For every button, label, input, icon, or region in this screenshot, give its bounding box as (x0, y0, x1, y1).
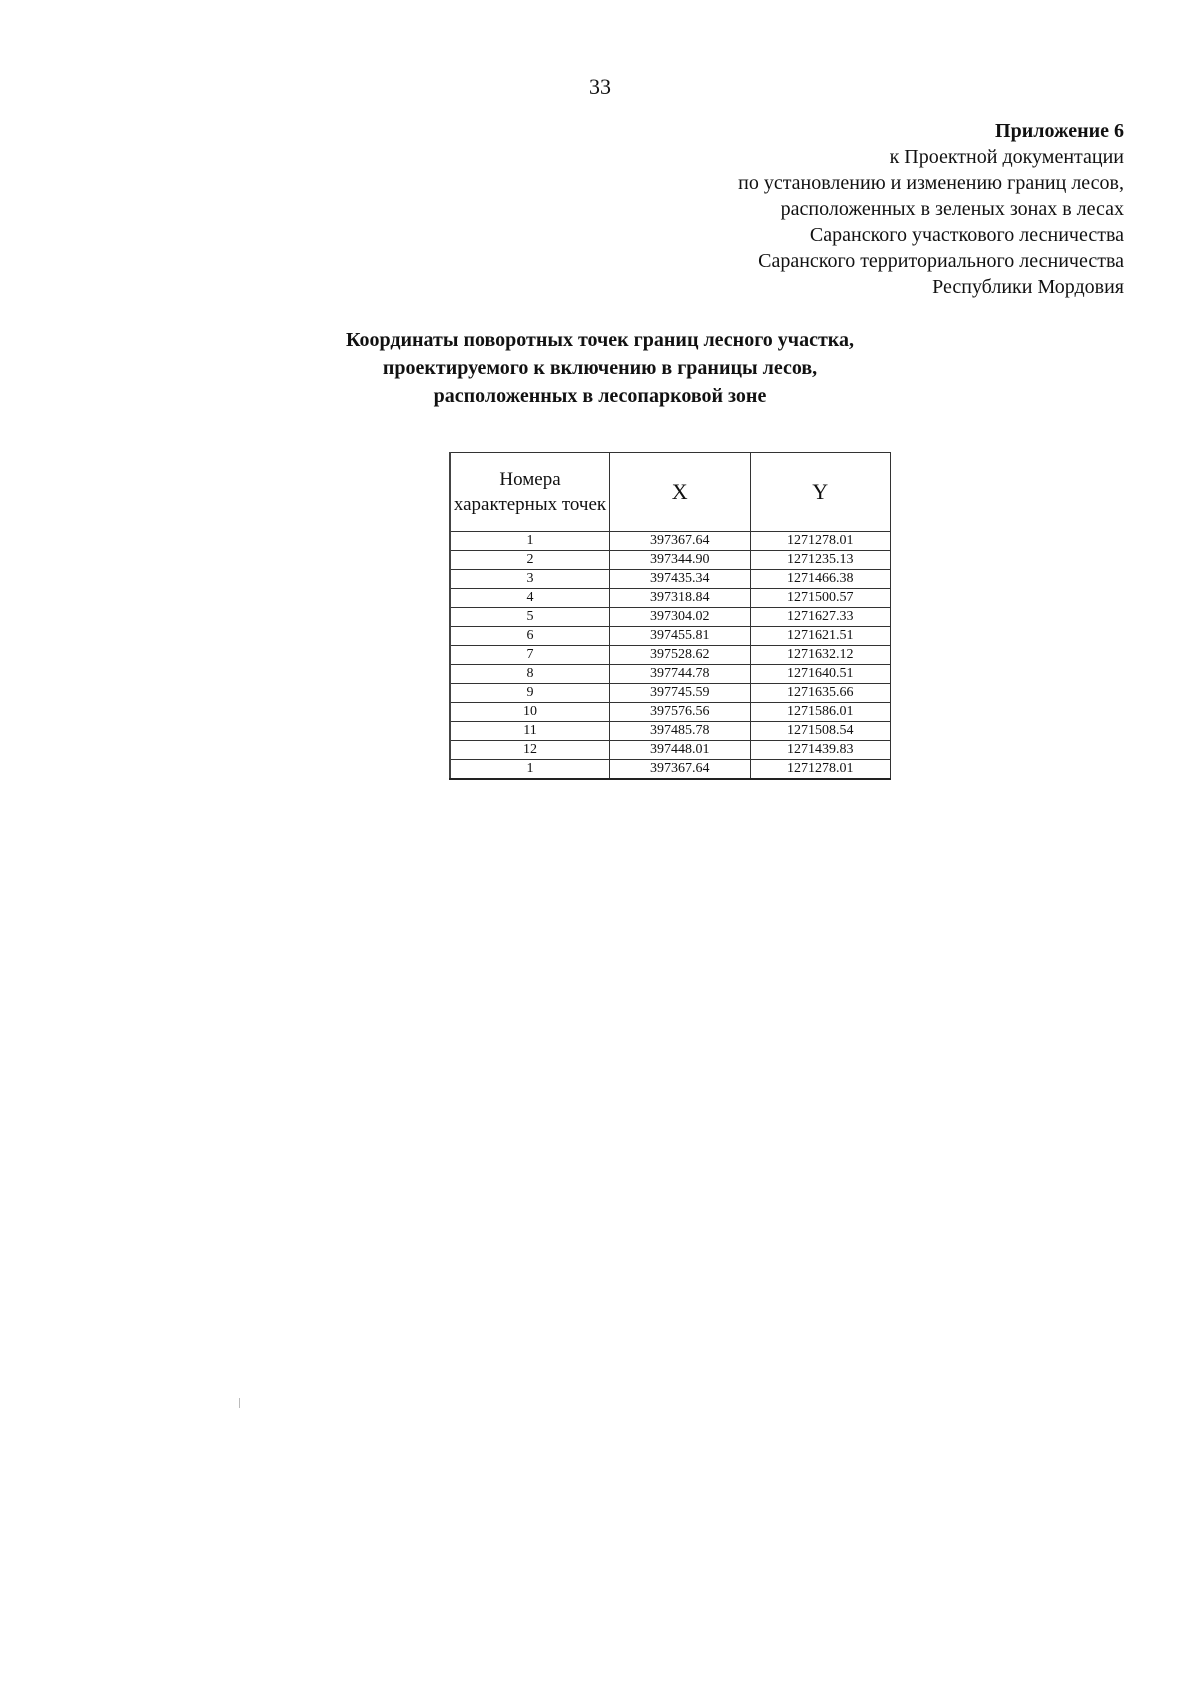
appendix-title: Приложение 6 (995, 120, 1124, 142)
cell-y: 1271508.54 (750, 722, 891, 741)
cell-x: 397455.81 (610, 627, 751, 646)
table-row (450, 570, 891, 589)
cell-point-number: 1 (450, 532, 610, 551)
table-heading (0, 326, 1200, 410)
header-y: Y (750, 453, 891, 532)
cell-x: 397745.59 (610, 684, 751, 703)
cell-point-number: 12 (450, 741, 610, 760)
header-point-number: Номера характерных точек (450, 453, 610, 532)
cell-point-number: 10 (450, 703, 610, 722)
appendix-line: по установлению и изменению границ лесов, (738, 172, 1124, 194)
appendix-line: Республики Мордовия (932, 276, 1124, 298)
cell-y: 1271466.38 (750, 570, 891, 589)
cell-y: 1271235.13 (750, 551, 891, 570)
cell-x: 397367.64 (610, 532, 751, 551)
table-row (450, 532, 891, 551)
cell-point-number: 8 (450, 665, 610, 684)
cell-y: 1271627.33 (750, 608, 891, 627)
cell-x: 397744.78 (610, 665, 751, 684)
table-row (450, 627, 891, 646)
coordinates-table (449, 452, 891, 780)
table-row (450, 551, 891, 570)
table-row (450, 589, 891, 608)
cell-y: 1271586.01 (750, 703, 891, 722)
appendix-line: Саранского территориального лесничества (758, 250, 1124, 272)
header-x: X (610, 453, 751, 532)
heading-line: расположенных в лесопарковой зоне (433, 385, 767, 407)
table-row (450, 646, 891, 665)
cell-x: 397344.90 (610, 551, 751, 570)
scan-artifact-mark (239, 1398, 240, 1408)
cell-point-number: 6 (450, 627, 610, 646)
cell-point-number: 9 (450, 684, 610, 703)
cell-y: 1271500.57 (750, 589, 891, 608)
table-row (450, 760, 891, 780)
cell-x: 397367.64 (610, 760, 751, 780)
table-row (450, 665, 891, 684)
appendix-line: расположенных в зеленых зонах в лесах (780, 198, 1124, 220)
table-row (450, 722, 891, 741)
cell-x: 397576.56 (610, 703, 751, 722)
cell-point-number: 11 (450, 722, 610, 741)
cell-x: 397528.62 (610, 646, 751, 665)
cell-point-number: 7 (450, 646, 610, 665)
cell-point-number: 3 (450, 570, 610, 589)
table-row (450, 608, 891, 627)
cell-point-number: 4 (450, 589, 610, 608)
cell-y: 1271278.01 (750, 760, 891, 780)
table-body (450, 532, 891, 780)
cell-y: 1271632.12 (750, 646, 891, 665)
heading-line: проектируемого к включению в границы лесов, (382, 357, 818, 379)
cell-x: 397304.02 (610, 608, 751, 627)
cell-point-number: 2 (450, 551, 610, 570)
table-row (450, 684, 891, 703)
cell-y: 1271439.83 (750, 741, 891, 760)
appendix-line: Саранского участкового лесничества (809, 224, 1124, 246)
appendix-line: к Проектной документации (889, 146, 1124, 168)
cell-x: 397448.01 (610, 741, 751, 760)
cell-point-number: 5 (450, 608, 610, 627)
cell-point-number: 1 (450, 760, 610, 780)
table-header-row (450, 453, 891, 532)
page-number: 33 (589, 74, 611, 99)
table-row (450, 741, 891, 760)
table-row (450, 703, 891, 722)
cell-y: 1271278.01 (750, 532, 891, 551)
cell-x: 397485.78 (610, 722, 751, 741)
cell-y: 1271635.66 (750, 684, 891, 703)
cell-y: 1271621.51 (750, 627, 891, 646)
appendix-block (524, 118, 1124, 300)
cell-y: 1271640.51 (750, 665, 891, 684)
cell-x: 397318.84 (610, 589, 751, 608)
cell-x: 397435.34 (610, 570, 751, 589)
heading-line: Координаты поворотных точек границ лесного участка, (346, 329, 854, 351)
